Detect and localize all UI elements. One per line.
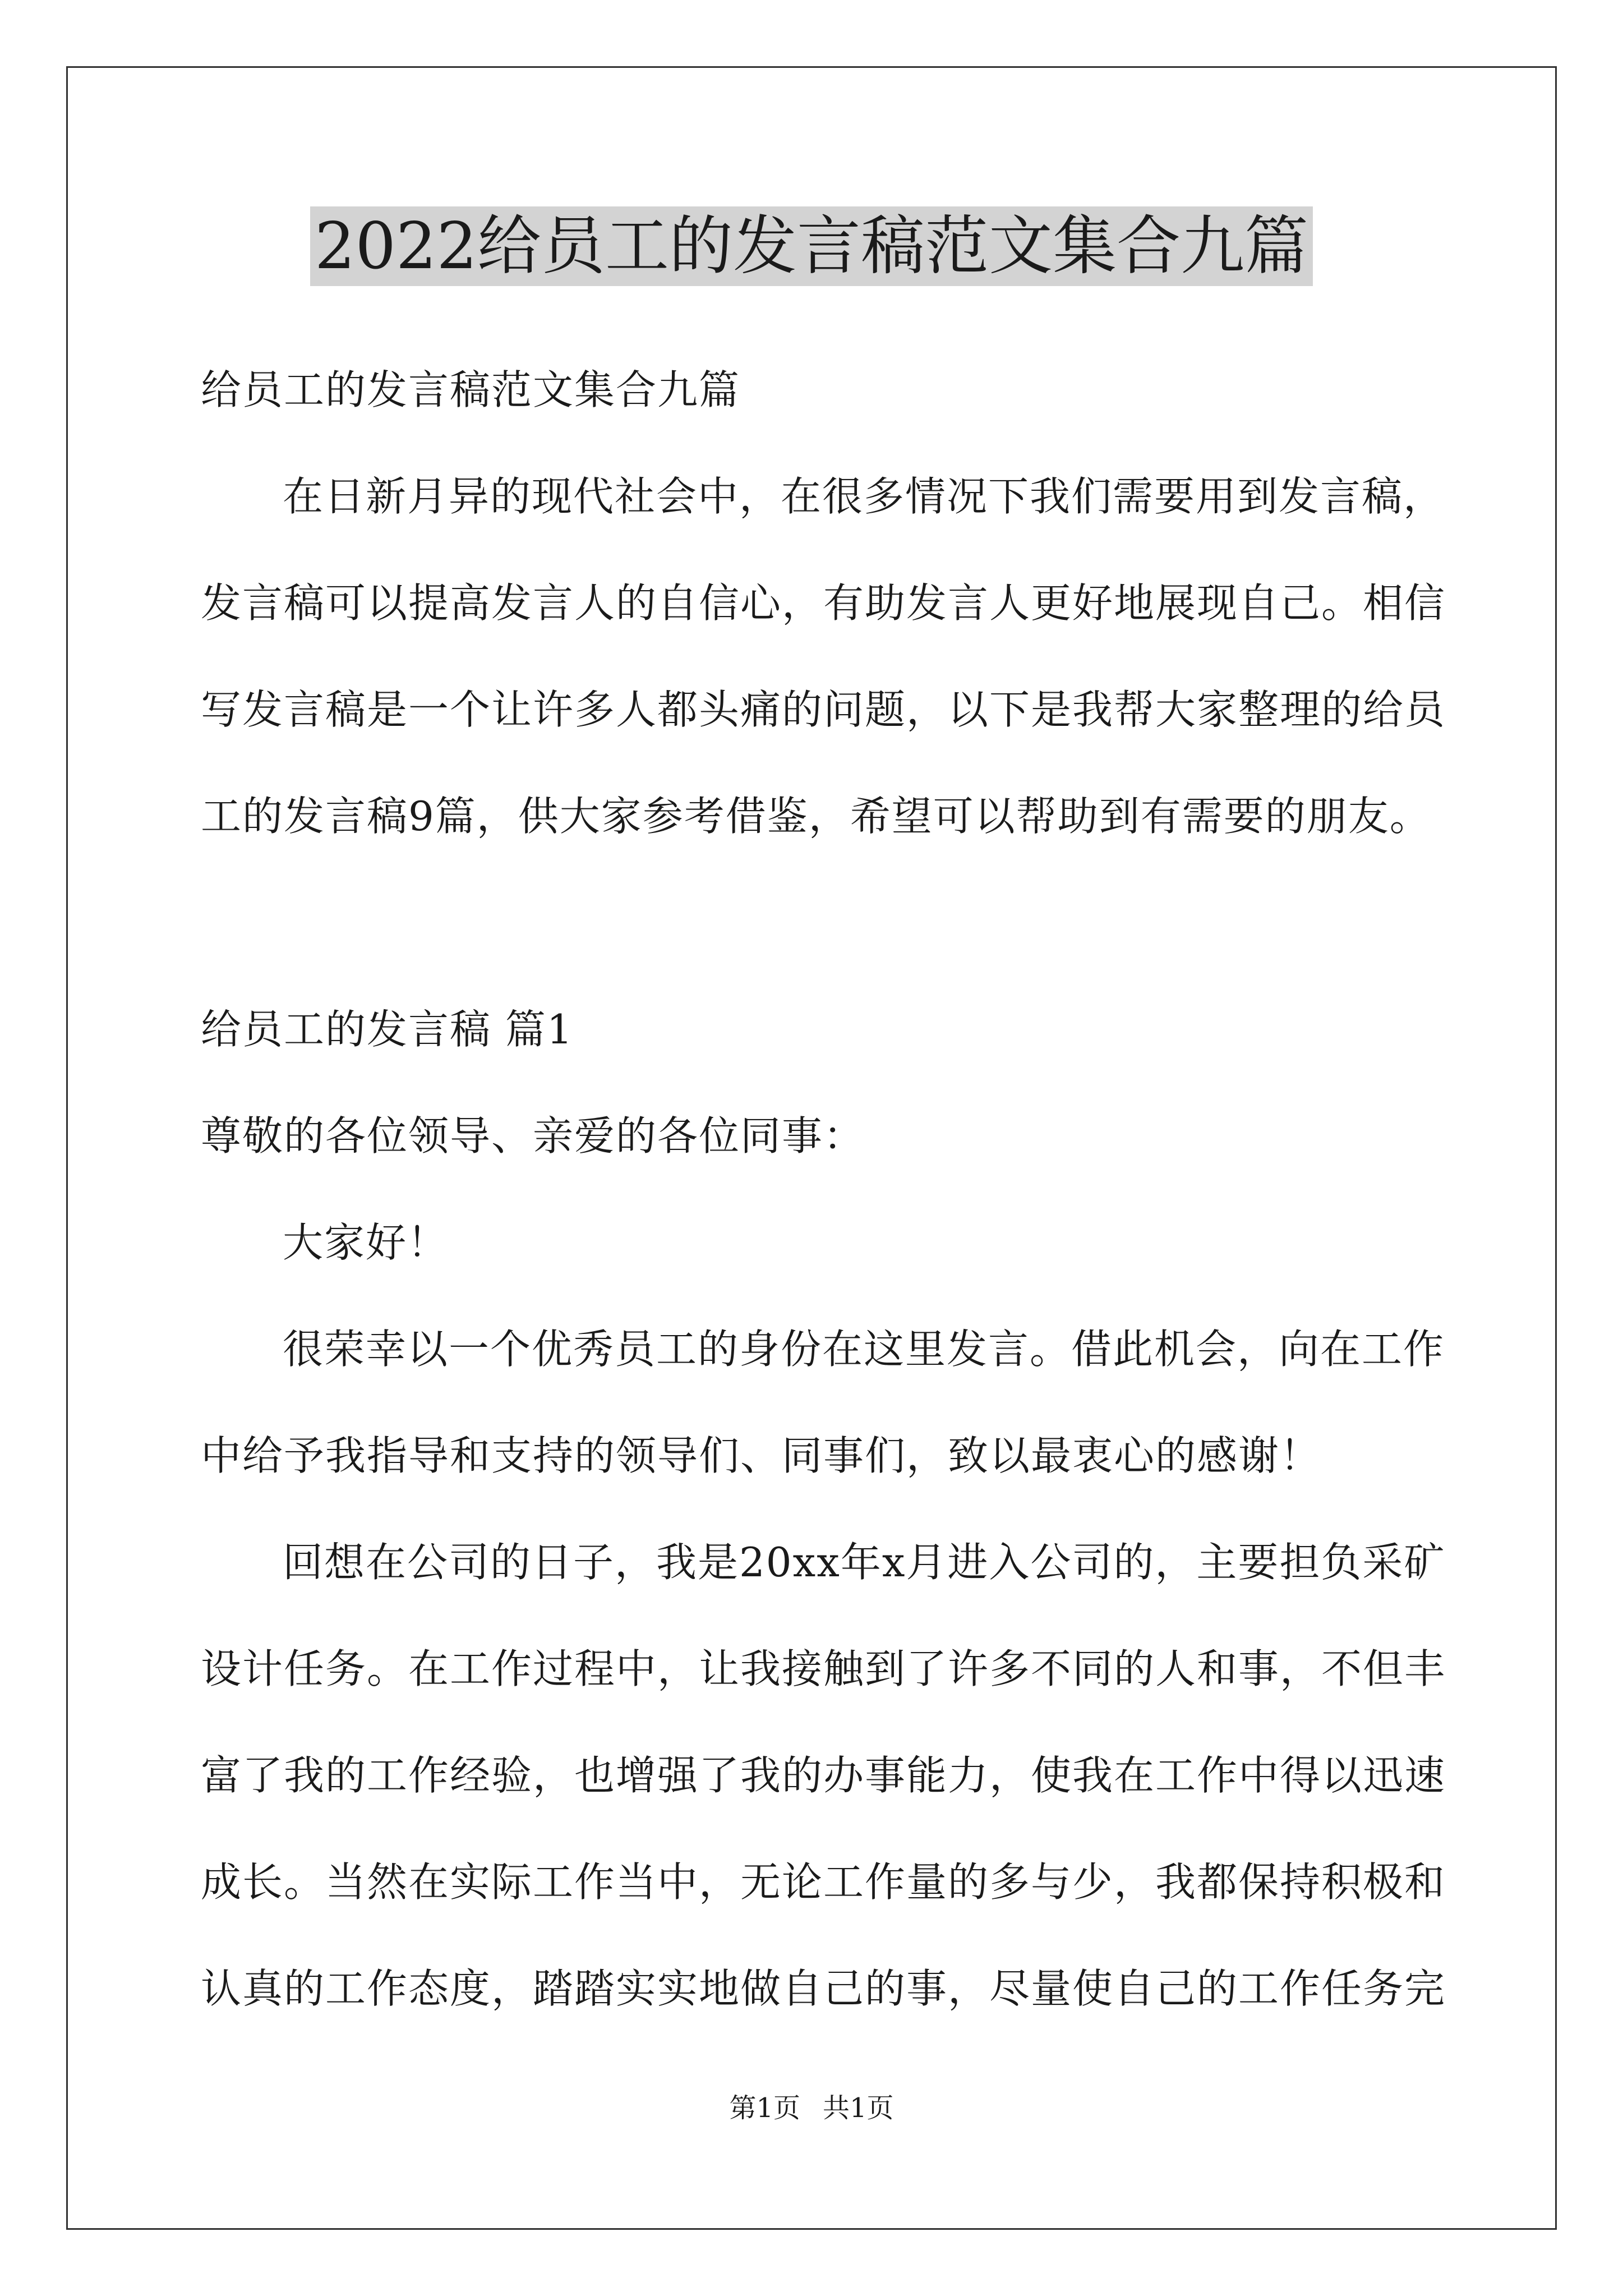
page-footer bbox=[0, 2091, 1623, 2125]
section-gap bbox=[201, 869, 1435, 976]
para2-line-5: 认真的工作态度，踏踏实实地做自己的事，尽量使自己的工作任务完 bbox=[201, 1965, 1446, 2012]
document-title: 2022给员工的发言稿范文集合九篇 bbox=[310, 206, 1313, 286]
greeting: 大家好！ bbox=[283, 1219, 449, 1266]
intro-line-4: 工的发言稿9篇，供大家参考借鉴，希望可以帮助到有需要的朋友。 bbox=[201, 793, 1431, 840]
para2-line-1: 回想在公司的日子，我是20xx年x月进入公司的，主要担负采矿 bbox=[283, 1539, 1446, 1586]
page-number-current: 第1页 bbox=[729, 2092, 800, 2124]
document-body bbox=[201, 337, 1446, 2042]
para1-line-2: 中给予我指导和支持的领导们、同事们，致以最衷心的感谢！ bbox=[201, 1432, 1322, 1479]
section-heading: 给员工的发言稿 篇1 bbox=[201, 1006, 574, 1053]
page-number-total: 共1页 bbox=[823, 2092, 894, 2124]
para1-line-1: 很荣幸以一个优秀员工的身份在这里发言。借此机会，向在工作 bbox=[283, 1326, 1445, 1373]
para2-line-2: 设计任务。在工作过程中，让我接触到了许多不同的人和事，不但丰 bbox=[201, 1645, 1446, 1692]
intro-line-2: 发言稿可以提高发言人的自信心，有助发言人更好地展现自己。相信 bbox=[201, 579, 1446, 627]
para2-line-4: 成长。当然在实际工作当中，无论工作量的多与少，我都保持积极和 bbox=[201, 1858, 1446, 1906]
intro-line-3: 写发言稿是一个让许多人都头痛的问题，以下是我帮大家整理的给员 bbox=[201, 686, 1446, 733]
para2-line-3: 富了我的工作经验，也增强了我的办事能力，使我在工作中得以迅速 bbox=[201, 1752, 1446, 1799]
title-container bbox=[0, 206, 1623, 286]
document-subtitle: 给员工的发言稿范文集合九篇 bbox=[201, 366, 741, 413]
intro-line-1: 在日新月异的现代社会中，在很多情况下我们需要用到发言稿， bbox=[283, 473, 1445, 520]
salutation: 尊敬的各位领导、亲爱的各位同事： bbox=[201, 1112, 865, 1159]
